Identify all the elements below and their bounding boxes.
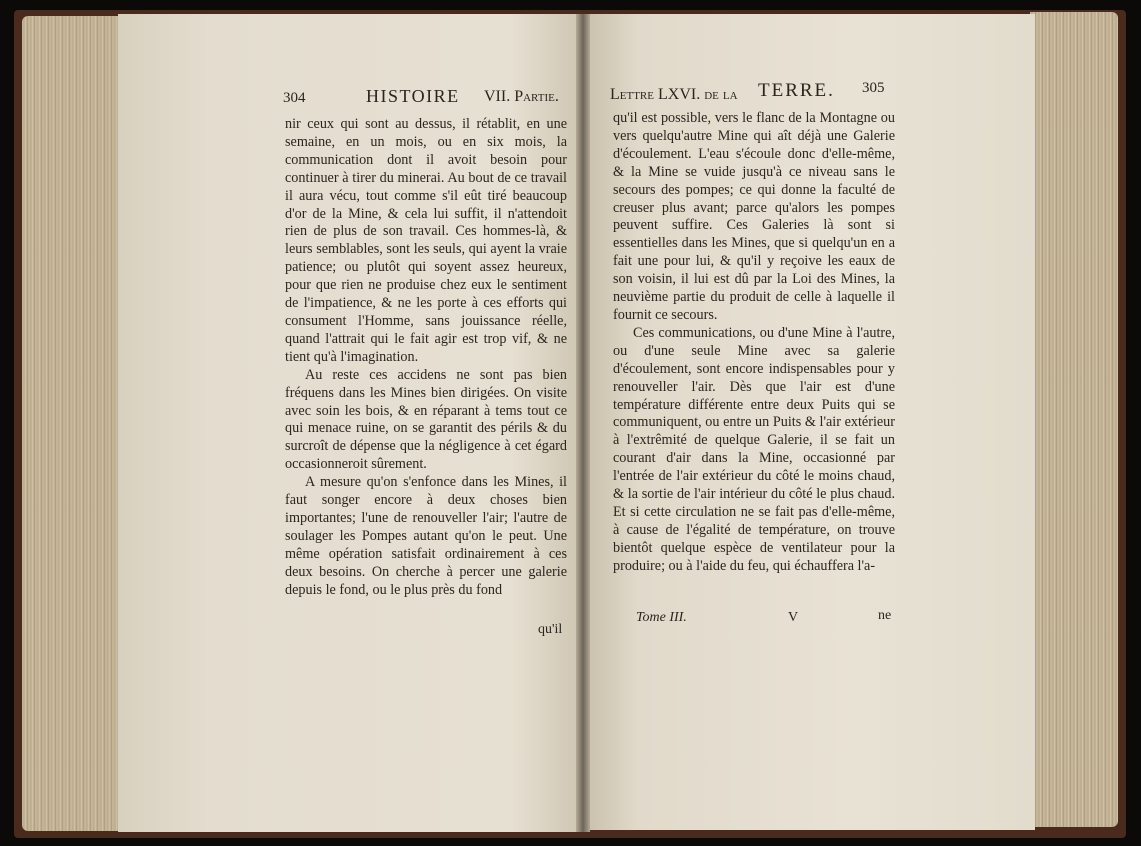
right-page-number: 305	[862, 80, 885, 96]
right-running-title-right: TERRE.	[758, 80, 835, 101]
left-running-title: HISTOIRE	[366, 86, 460, 106]
left-paragraph-2: Au reste ces accidens ne sont pas bien fréquens dans les Mines bien dirigées. On visite avec soin les bois, & en réparant à tems tout ce qui menace ruine, on se garantit des périls & du surcroît de dépense que la négligence à cet égard occasionneroit sûrement.	[285, 366, 567, 473]
left-catchword: qu'il	[538, 622, 563, 637]
left-paragraph-1: nir ceux qui sont au dessus, il rétablit, en une semaine, en un mois, ou en six mois, la communication dont il avoit besoin pour continuer à tirer du minerai. Au bout de ce travail il aura vécu, tout comme s'il eût tiré beaucoup d'or de la Mine, & cela lui suffit, il n'attendoit rien de plus de son travail. Ces hommes-là, & leurs semblables, sont les seuls, qui ayent la vraie patience; ou plutôt qui soyent assez heureux, pour que rien ne produise chez eux le sentiment de l'impatience, & ne les porte à ces efforts qui consument l'Homme, sans jouissance réelle, quand l'attrait qui le fait agir est trop vif, & ne tient qu'à l'imagination.	[285, 116, 567, 365]
left-page-edges	[22, 16, 122, 831]
book-gutter	[576, 14, 590, 832]
right-page-body	[613, 110, 895, 576]
left-page-body	[285, 116, 567, 599]
right-paragraph-1: qu'il est possible, vers le flanc de la Montagne ou vers quelqu'autre Mine qui aît déjà une Galerie d'écoulement. L'eau s'écoule donc d'elle-même, & la Mine se vuide jusqu'à ce niveau sans le secours des pompes; ce qui donne la faculté de creuser plus avant; parce qu'alors les pompes peuvent suffire. Ces Galeries là sont si essentielles dans les Mines, que si quelqu'un en a fait une pour lui, & qu'il y reçoive les eaux de son voisin, il lui est dû par la Loi des Mines, la neuvième partie du produit de celle à laquelle il fournit ce secours.	[613, 110, 895, 323]
right-catchword: ne	[878, 608, 892, 623]
left-part-label: VII. Partie.	[484, 88, 559, 105]
right-page-edges	[1030, 12, 1118, 827]
signature-mark: V	[788, 610, 799, 625]
left-paragraph-3: A mesure qu'on s'enfonce dans les Mines, il faut songer encore à deux choses bien importantes; l'une de renouveller l'air; l'autre de soulager les Pompes autant qu'on le peut. Une même opération satisfait ordinairement à ces deux besoins. On cherche à percer une galerie depuis le fond, ou le plus près du fond	[285, 474, 567, 598]
right-running-title-left: Lettre LXVI. de la	[610, 86, 738, 103]
right-paragraph-2: Ces communications, ou d'une Mine à l'autre, ou d'une seule Mine avec sa galerie d'écoulement, sont encore indispensables pour y renouveller l'air. Dès que l'air est d'une température différente entre deux Puits qui se communiquent, ou entre un Puits & l'air extérieur à l'extrêmité de quelque Galerie, il se fait un courant d'air dans la Mine, occasionné par l'entrée de l'air extérieur du côté le moins chaud, & la sortie de l'air intérieur du côté le plus chaud. Et si cette circulation ne se fait pas d'elle-même, à cause de l'égalité de température, on trouve bientôt quelque espèce de ventilateur pour la produire; ou à l'aide du feu, qui échauffera l'a-	[613, 324, 895, 574]
left-page-number: 304	[283, 90, 306, 106]
volume-signature: Tome III.	[636, 610, 687, 625]
